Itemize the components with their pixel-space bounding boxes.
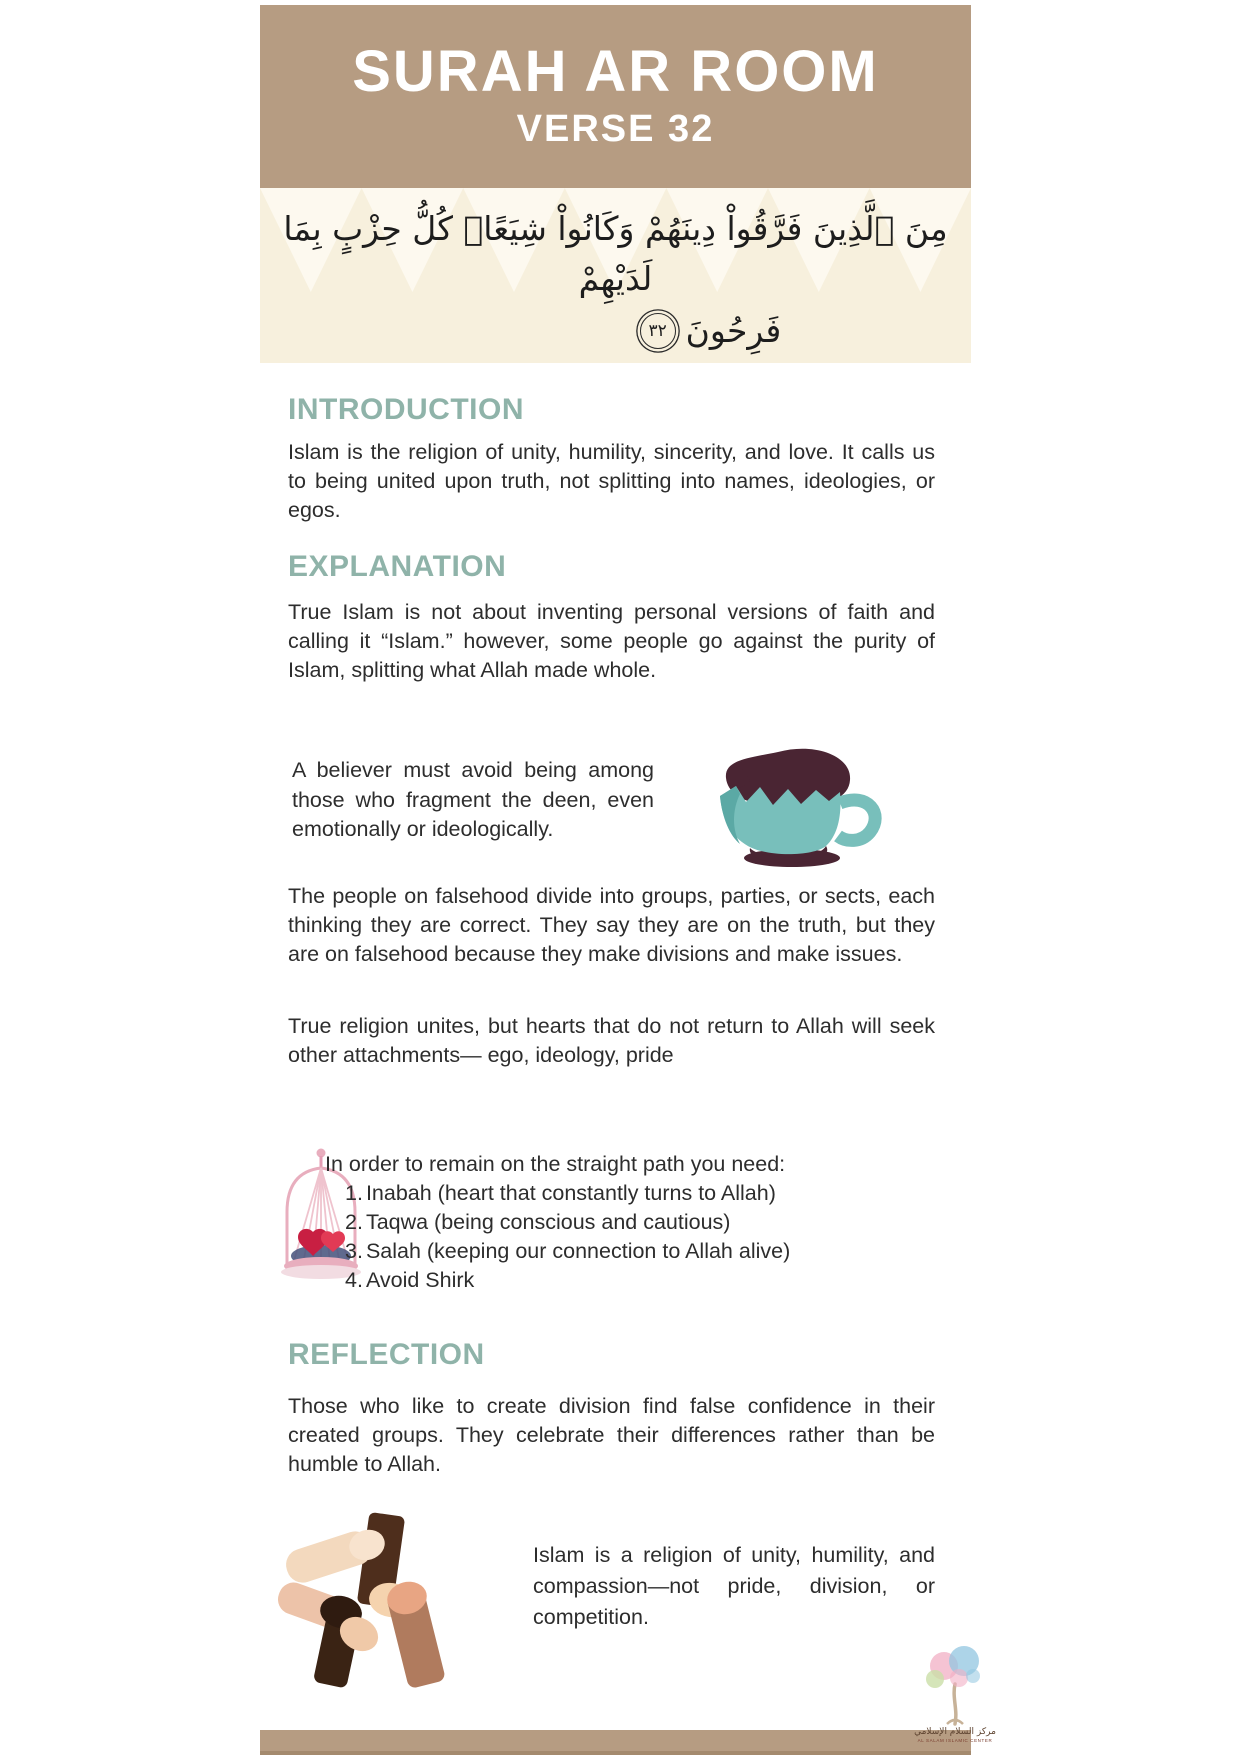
list-item [345,1208,935,1237]
reflection-heading: REFLECTION [288,1338,485,1371]
list-item [345,1237,935,1266]
verse-band [260,188,971,363]
straight-path-list [345,1179,935,1295]
unity-hands-illustration [275,1512,480,1690]
list-item-number: 1. [345,1181,363,1205]
list-item-text: Taqwa (being conscious and cautious) [365,1210,731,1234]
verse-number-medallion: ٣٢ [640,313,676,349]
straight-path-block [325,1150,935,1295]
logo-caption [855,1727,1055,1744]
reflection-paragraph: Those who like to create division find false confidence in their created groups. They celebrate their differences rather than be humble to Allah. [288,1394,935,1476]
verse-word: فَرِحُونَ [685,311,782,350]
straight-path-intro: In order to remain on the straight path you need: [325,1152,786,1176]
broken-cup-illustration [680,740,935,868]
introduction-heading: INTRODUCTION [288,393,524,426]
list-item [345,1266,935,1295]
verse-line-2 [355,306,971,356]
explanation-paragraph-1: True Islam is not about inventing personal versions of faith and calling it “Islam.” however, some people go against the purity of Islam, splitting what Allah made whole. [288,600,935,682]
page-subtitle: VERSE 32 [516,108,715,151]
content-column [260,0,996,1755]
header-banner [260,5,971,188]
explanation-heading: EXPLANATION [288,550,507,583]
page-title: SURAH AR ROOM [352,38,879,104]
list-item-number: 4. [345,1268,363,1292]
list-item-text: Salah (keeping our connection to Allah alive) [365,1239,791,1263]
explanation-paragraph-2: The people on falsehood divide into groups, parties, or sects, each thinking they are correct. They say they are on the truth, but they are on falsehood because they make divisions and make issues. [288,884,935,966]
reflection-callout: Islam is a religion of unity, humility, and compassion—not pride, division, or competition. [533,1543,935,1629]
believer-callout: A believer must avoid being among those who fragment the deen, even emotionally or ideologically. [292,758,654,841]
introduction-paragraph: Islam is the religion of unity, humility, sincerity, and love. It calls us to being united upon truth, not splitting into names, ideologies, or egos. [288,440,935,522]
quran-verse-arabic [260,188,971,356]
list-item [345,1179,935,1208]
logo-caption-arabic: مركز السلام الإسلامي [914,1727,996,1737]
verse-line-1: مِنَ ٱلَّذِينَ فَرَّقُواْ دِينَهُمْ وَكَانُواْ شِيَعًاۖ كُلُّ حِزْبٍ بِمَا لَدَيْهِمْ [283,209,948,298]
list-item-text: Avoid Shirk [365,1268,475,1292]
explanation-paragraph-3: True religion unites, but hearts that do not return to Allah will seek other attachments— ego, ideology, pride [288,1014,935,1067]
logo-caption-english: AL SALAM ISLAMIC CENTER [917,1738,993,1743]
list-item-number: 2. [345,1210,363,1234]
list-item-text: Inabah (heart that constantly turns to Allah) [365,1181,776,1205]
list-item-number: 3. [345,1239,363,1263]
tree-logo [913,1646,998,1726]
